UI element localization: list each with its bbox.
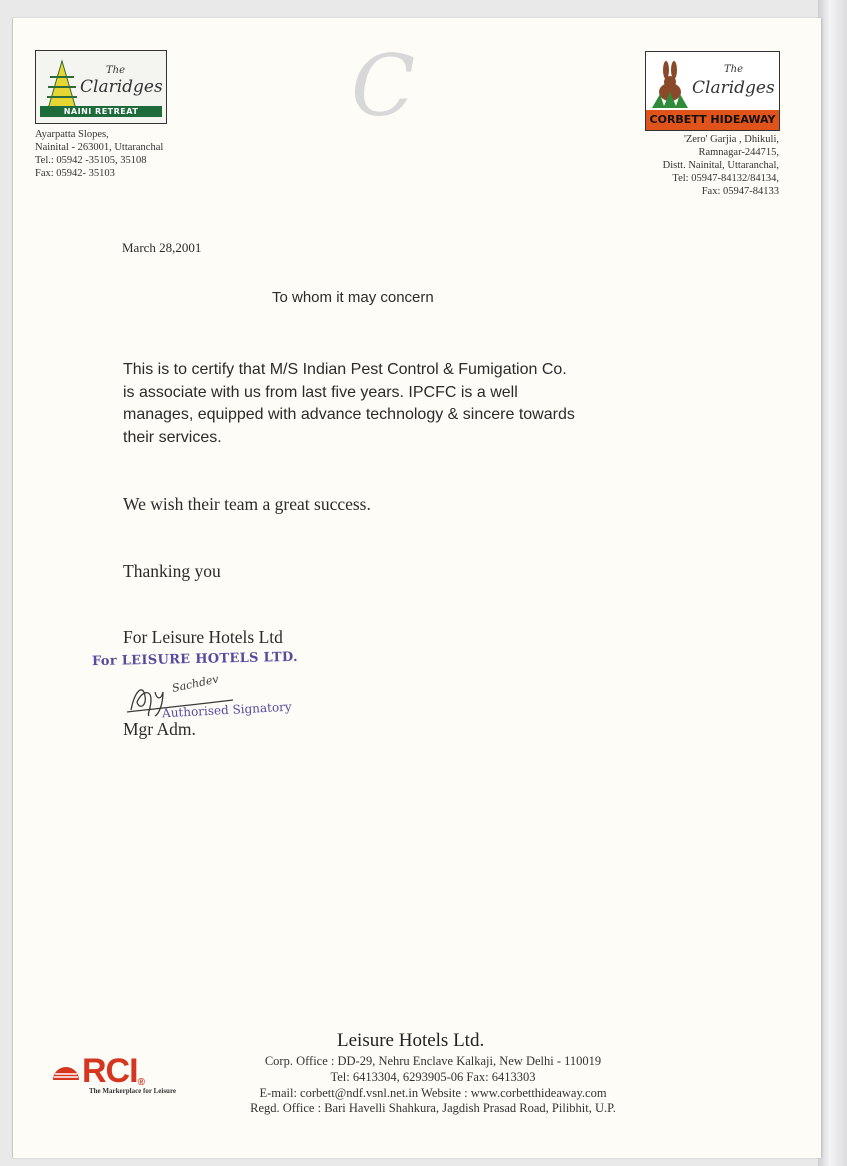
salutation: To whom it may concern	[272, 289, 434, 306]
address-line: Fax: 05942- 35103	[35, 168, 115, 179]
letter-page	[12, 18, 821, 1158]
claridges-naini-logo	[35, 50, 167, 124]
address-line: Distt. Nainital, Uttaranchal,	[662, 160, 779, 171]
for-company-line: For Leisure Hotels Ltd	[123, 627, 283, 647]
footer-line: E-mail: corbett@ndf.vsnl.net.in Website : www.corbetthideaway.com	[259, 1085, 607, 1100]
logo-band: CORBETT HIDEAWAY	[646, 110, 779, 130]
rci-registered: ®	[137, 1077, 144, 1088]
logo-the: The	[106, 65, 126, 76]
signatory-stamp: Authorised Signatory	[161, 699, 292, 721]
address-line: Tel: 05947-84132/84134,	[672, 173, 779, 184]
footer-line: Tel: 6413304, 6293905-06 Fax: 6413303	[330, 1069, 536, 1084]
paragraph-line: manages, equipped with advance technology & sincere towards	[123, 406, 575, 423]
footer-line: Regd. Office : Bari Havelli Shahkura, Jagdish Prasad Road, Pilibhit, U.P.	[250, 1101, 616, 1116]
paragraph-line: is associate with us from last five years. IPCFC is a well	[123, 383, 518, 401]
logo-name: Claridges	[692, 78, 775, 98]
address-line: 'Zero' Garjia , Dhikuli,	[683, 134, 779, 145]
logo-band: NAINI RETREAT	[40, 106, 162, 117]
rabbit-icon	[650, 60, 690, 110]
rci-globe-icon	[51, 1058, 81, 1082]
certification-paragraph	[123, 359, 643, 449]
footer-contact	[218, 1054, 648, 1117]
rci-wordmark	[51, 1054, 176, 1088]
thanks-line: Thanking you	[123, 561, 221, 581]
logo-name: Claridges	[80, 77, 163, 97]
right-address	[663, 133, 779, 198]
claridges-corbett-logo	[645, 51, 780, 131]
address-line: Fax: 05947-84133	[701, 186, 779, 197]
wish-line: We wish their team a great success.	[123, 494, 371, 514]
address-line: Ramnagar-244715,	[698, 147, 779, 158]
left-address	[35, 128, 163, 180]
watermark-c: C	[351, 37, 416, 135]
letter-date: March 28,2001	[122, 240, 202, 255]
address-line: Nainital - 263001, Uttaranchal	[35, 142, 164, 153]
rci-tagline: The Markerplace for Leisure	[89, 1087, 177, 1095]
signature-text: Sachdev	[170, 672, 220, 695]
address-line: Tel.: 05942 -35105, 35108	[35, 155, 147, 166]
logo-the: The	[724, 64, 744, 75]
rci-text: RCI	[82, 1052, 138, 1090]
paragraph-line: This is to certify that M/S Indian Pest Control & Fumigation Co.	[123, 361, 567, 378]
rci-logo	[51, 1054, 176, 1095]
scanner-edge	[818, 0, 847, 1166]
company-stamp: For LEISURE HOTELS LTD.	[91, 649, 299, 670]
address-line: Ayarpatta Slopes,	[35, 129, 109, 140]
footer-company-name: Leisure Hotels Ltd.	[337, 1030, 485, 1051]
paragraph-line: their services.	[123, 428, 222, 446]
designation: Mgr Adm.	[123, 719, 196, 739]
footer-line: Corp. Office : DD-29, Nehru Enclave Kalkaji, New Delhi - 110019	[264, 1054, 602, 1068]
